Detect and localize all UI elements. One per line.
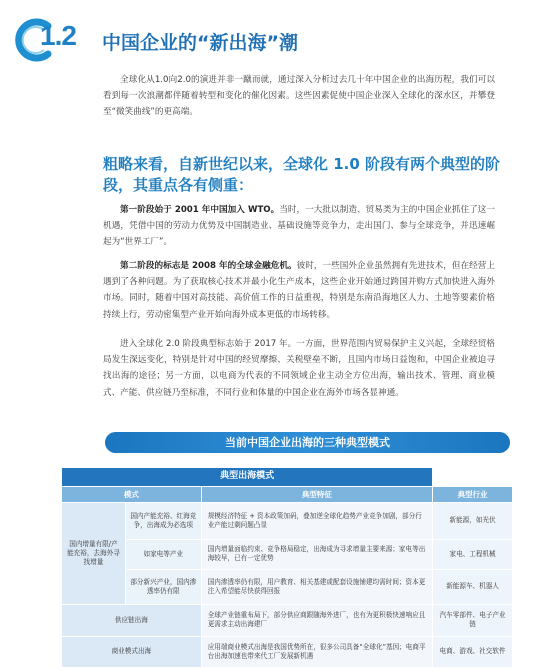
mode-cell: 部分新兴产业，国内渗透率仍有限: [125, 569, 201, 605]
outbound-modes-table: [61, 467, 513, 668]
feature-cell: 规模经济特征 + 资本政策加码，叠加逆全球化趋势产业竞争加剧，部分行业产能过剩问题凸显: [201, 502, 432, 540]
stage2-paragraph: [103, 258, 495, 323]
mode-cell: 如家电等产业: [125, 540, 201, 569]
mode-cell: 供应链出海: [62, 605, 202, 636]
stage2-body: 彼时，一些国外企业虽然拥有先进技术，但在经营上遇到了各种问题。为了获取核心技术并最小化生产成本，这些企业开始通过跨国并购方式加快进入海外市场。同时，随着中国对高技能、高价值工作的日益重视，特别是东南沿海地区人力、土地等要素价格持续上行，劳动密集型产业开始向海外成本更低的市场转移。: [103, 261, 495, 320]
table-row: [62, 605, 513, 636]
stage3-text: 进入全球化 2.0 阶段典型标志始于 2017 年。一方面，世界范围内贸易保护主义兴起，全球经贸格局发生深远变化，特别是针对中国的经贸摩擦、关税壁垒不断，且国内市场日益饱和，中国企业被迫寻找出海的途径；另一方面，以电商为代表的不同领域企业主动全方位出海，输出技术、管理、商业模式、产能、供应链乃至标准，不同行业和体量的中国企业在海外市场各显神通。: [103, 339, 495, 398]
mode-cell: 国内产能充裕、红海竞争，出海成为必选项: [125, 502, 201, 540]
feature-cell: 国内增量面临约束、竞争格局稳定，出海成为寻求增量主要来源；家电等出海较早，已有一定优势: [201, 540, 432, 569]
intro-text: 全球化从1.0向2.0的演进并非一蹴而就，通过深入分析过去几十年中国企业的出海历程，我们可以看到每一次浪潮都伴随着转型和变化的催化因素。这些因素促使中国企业深入全球化的深水区，并攀登至“微笑曲线”的更高端。: [103, 75, 495, 118]
feature-cell: 国内渗透率仍有限，用户教育、相关基建或配套设施铺建均需时间；资本更注入希望能尽快获得回报: [201, 569, 432, 605]
group-label: 国内增量有限/产能充裕，去海外寻找增量: [62, 502, 126, 605]
intro-paragraph: [103, 72, 495, 121]
table-title-row: [62, 468, 513, 487]
table-header-row: [62, 486, 513, 502]
table-row: [62, 540, 513, 569]
table-banner: 当前中国企业出海的三种典型模式: [105, 432, 510, 453]
pull-quote: 粗略来看，自新世纪以来，全球化 1.0 阶段有两个典型的阶段，其重点各有侧重：: [103, 155, 501, 194]
table-row: [62, 502, 513, 540]
feature-cell: 应用端商业模式出海是我国优势所在，很多公司具备“全球化”基因；电商平台出海加速也带来代工厂发展新机遇: [201, 636, 432, 667]
table-row: [62, 636, 513, 667]
industry-cell: 新能源，如光伏: [433, 502, 513, 540]
table-title: 典型出海模式: [62, 468, 433, 487]
header-industry: 典型行业: [433, 486, 513, 502]
section-number: 1.2: [40, 20, 76, 51]
stage1-lead: 第一阶段始于 2001 年中国加入 WTO。: [120, 205, 280, 215]
section-title: 中国企业的“新出海”潮: [102, 32, 298, 54]
stage1-paragraph: [103, 202, 495, 251]
industry-cell: 电商、游戏、社交软件: [433, 636, 513, 667]
stage1-body: 当时，一大批以制造、贸易类为主的中国企业抓住了这一机遇，凭借中国的劳动力优势及中国制造业、基础设施等竞争力，走出国门、参与全球竞争，并迅速崛起为“世界工厂”。: [103, 205, 495, 248]
industry-cell: 汽车零部件、电子产业链: [433, 605, 513, 636]
industry-cell: 新能源车、机器人: [433, 569, 513, 605]
feature-cell: 全球产业链重布局下，部分供应商跟随海外进厂，也有为更积极快速响应且更需求主动出海建厂: [201, 605, 432, 636]
header-feature: 典型特征: [201, 486, 432, 502]
stage3-paragraph: [103, 336, 495, 401]
stage2-lead: 第二阶段的标志是 2008 年的全球金融危机。: [120, 261, 297, 271]
industry-cell: 家电、工程机械: [433, 540, 513, 569]
table-row: [62, 569, 513, 605]
section-header: [0, 12, 538, 68]
header-mode: 模式: [62, 486, 202, 502]
mode-cell: 商业模式出海: [62, 636, 202, 667]
